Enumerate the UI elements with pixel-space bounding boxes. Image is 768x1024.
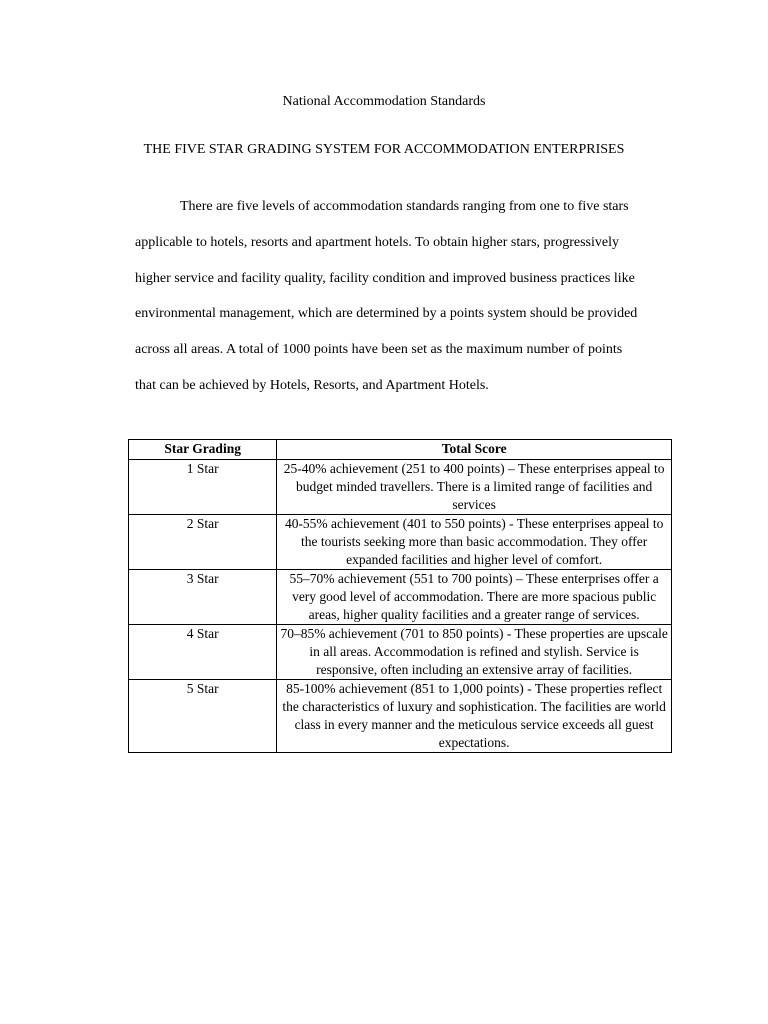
paragraph-line: across all areas. A total of 1000 points have been set as the maximum number of points [135, 342, 623, 358]
star-grade-cell: 2 Star [129, 515, 277, 570]
table-row [129, 515, 672, 570]
total-score-cell: 25-40% achievement (251 to 400 points) – These enterprises appeal to budget minded travellers. There is a limited range of facilities and services [277, 460, 672, 515]
total-score-cell: 70–85% achievement (701 to 850 points) - These properties are upscale in all areas. Accommodation is refined and stylish. Service is responsive, often including an extensive array of facilities. [277, 625, 672, 680]
column-header-total-score: Total Score [277, 440, 672, 460]
paragraph-line: environmental management, which are determined by a points system should be provided [135, 306, 638, 322]
table-row [129, 680, 672, 753]
star-grade-cell: 5 Star [129, 680, 277, 753]
paragraph-line: higher service and facility quality, facility condition and improved business practices like [135, 270, 635, 286]
table-row [129, 570, 672, 625]
document-title: THE FIVE STAR GRADING SYSTEM FOR ACCOMMODATION ENTERPRISES [143, 142, 625, 157]
column-header-star-grading: Star Grading [129, 440, 277, 460]
total-score-cell: 85-100% achievement (851 to 1,000 points) - These properties reflect the characteristics of luxury and sophistication. The facilities are world class in every manner and the meticulous service exceeds all guest expectations. [277, 680, 672, 753]
star-grading-table [128, 439, 672, 753]
document-header: National Accommodation Standards [282, 94, 486, 109]
paragraph-line: applicable to hotels, resorts and apartment hotels. To obtain higher stars, progressively [135, 234, 619, 250]
paragraph-line: that can be achieved by Hotels, Resorts, and Apartment Hotels. [135, 377, 489, 393]
total-score-cell: 40-55% achievement (401 to 550 points) - These enterprises appeal to the tourists seeking more than basic accommodation. They offer expanded facilities and higher level of comfort. [277, 515, 672, 570]
star-grade-cell: 4 Star [129, 625, 277, 680]
star-grade-cell: 1 Star [129, 460, 277, 515]
total-score-cell: 55–70% achievement (551 to 700 points) – These enterprises offer a very good level of accommodation. There are more spacious public areas, higher quality facilities and a greater range of services. [277, 570, 672, 625]
star-grade-cell: 3 Star [129, 570, 277, 625]
table-row [129, 460, 672, 515]
intro-paragraph [135, 189, 680, 404]
table-header-row [129, 440, 672, 460]
table-row [129, 625, 672, 680]
paragraph-line: There are five levels of accommodation standards ranging from one to five stars [180, 199, 629, 214]
